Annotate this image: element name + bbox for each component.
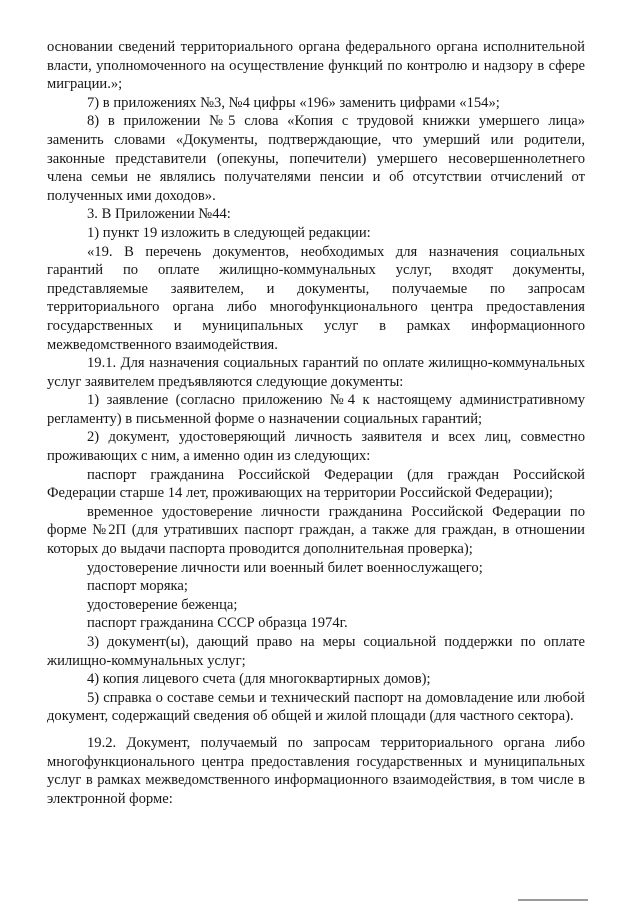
paragraph-section-3: 3. В Приложении №44: xyxy=(87,206,231,223)
paragraph-doc-3: 3) документ(ы), дающий право на меры социальной поддержки по оплате жилищно-коммунальных услуг; xyxy=(47,634,585,669)
paragraph-refugee-id: удостоверение беженца; xyxy=(87,596,238,613)
paragraph-item-8: 8) в приложении №5 слова «Копия с трудовой книжки умершего лица» заменить словами «Документы, подтверждающие, что умерший или родители, законные представители (опекуны, попечители) умершего несовершеннолетнего члена семьи не являлись получателями пенсии и об отсутствии отчислений от полученных ими доходов». xyxy=(47,113,585,204)
paragraph-clause-19-1: 19.1. Для назначения социальных гарантий по оплате жилищно-коммунальных услуг заявителем предъявляются следующие документы: xyxy=(47,355,585,390)
paragraph-doc-5: 5) справка о составе семьи и технический паспорт на домовладение или любой документ, содержащий сведения об общей и жилой площади (для частного сектора). xyxy=(47,689,585,725)
paragraph-military-id: удостоверение личности или военный билет военнослужащего; xyxy=(87,559,483,576)
paragraph-doc-1: 1) заявление (согласно приложению №4 к настоящему административному регламенту) в письменной форме о назначении социальных гарантий; xyxy=(47,392,585,427)
scan-edge-mark xyxy=(518,899,588,901)
paragraph-doc-2: 2) документ, удостоверяющий личность заявителя и всех лиц, совместно проживающих с ним, а именно один из следующих: xyxy=(47,429,585,465)
document-page xyxy=(47,38,585,808)
paragraph-doc-4: 4) копия лицевого счета (для многоквартирных домов); xyxy=(87,671,431,688)
paragraph-clause-19: «19. В перечень документов, необходимых для назначения социальных гарантий по оплате жилищно-коммунальных услуг, входят документы, представляемые заявителем, и документы, получаемые по запросам территориального органа либо многофункционального центра предоставления государственных и муниципальных услуг в рамках информационного межведомственного взаимодействия. xyxy=(47,243,585,353)
paragraph-passport-rf: паспорт гражданина Российской Федерации (для граждан Российской Федерации старше 14 лет, проживающих на территории Российской Федерации); xyxy=(47,466,585,502)
paragraph-sailor-passport: паспорт моряка; xyxy=(87,578,188,595)
paragraph-clause-19-2: 19.2. Документ, получаемый по запросам территориального органа либо многофункционального центра предоставления государственных и муниципальных услуг в рамках межведомственного информационного взаимодействия, в том числе в электронной форме: xyxy=(47,734,585,807)
paragraph-item-7: 7) в приложениях №3, №4 цифры «196» заменить цифрами «154»; xyxy=(87,94,500,111)
paragraph-temp-id: временное удостоверение личности гражданина Российской Федерации по форме №2П (для утративших паспорт граждан, а также для граждан, в отношении которых до выдачи паспорта проводится дополнительная проверка); xyxy=(47,503,585,558)
paragraph-subitem-1: 1) пункт 19 изложить в следующей редакции: xyxy=(87,224,371,241)
paragraph-ussr-passport: паспорт гражданина СССР образца 1974г. xyxy=(87,615,348,632)
paragraph-continuation: основании сведений территориального органа федерального органа исполнительной власти, уполномоченного на осуществление функций по контролю и надзору в сфере миграции.»; xyxy=(47,39,585,93)
